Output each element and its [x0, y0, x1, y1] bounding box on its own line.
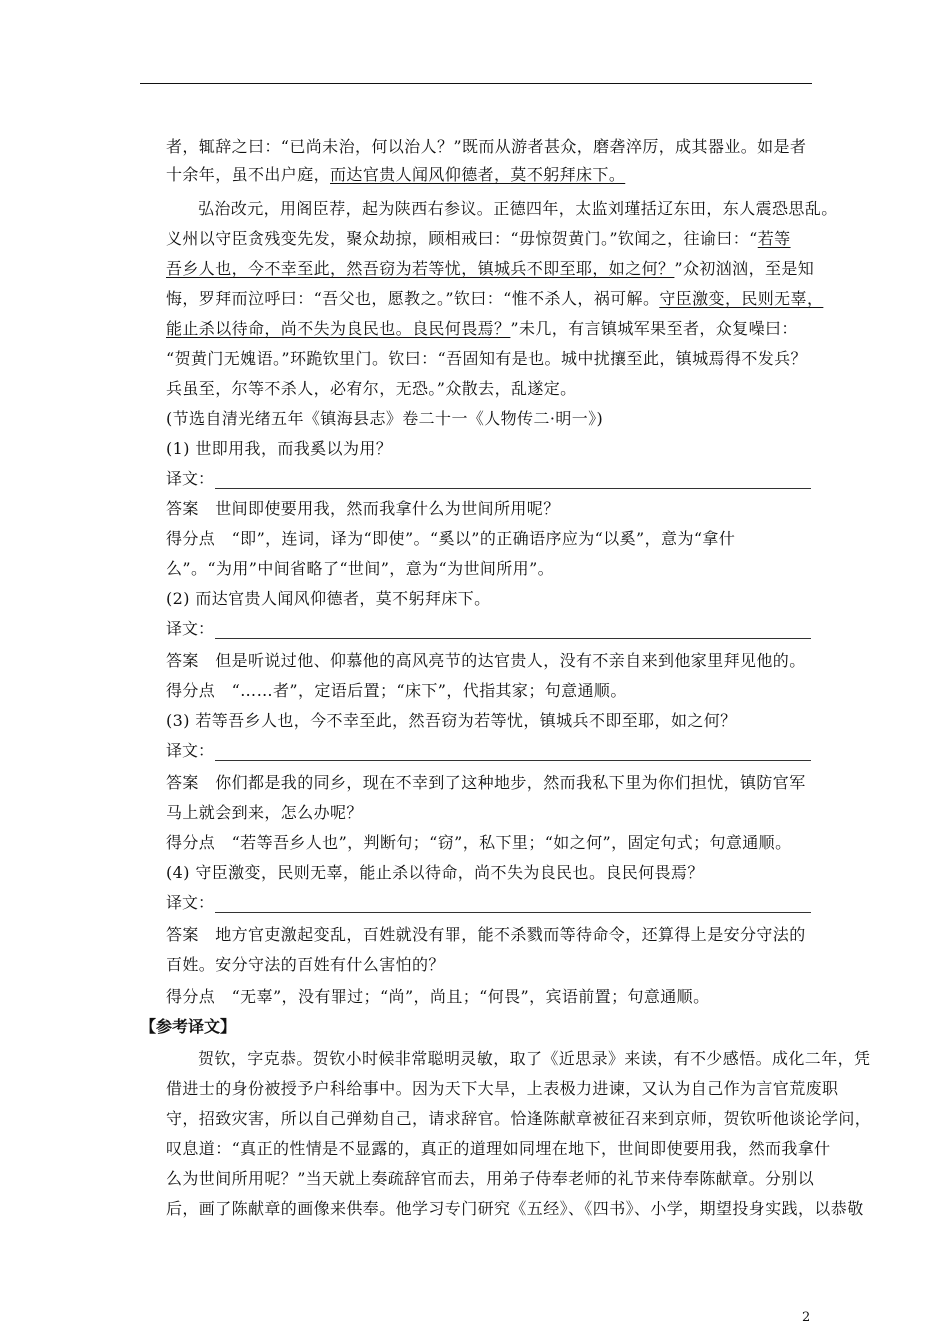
question-4: (4) 守臣激变，民则无辜，能止杀以待命，尚不失为良民也。良民何畏焉？ — [166, 863, 704, 882]
question-1: (1) 世即用我，而我奚以为用？ — [166, 439, 393, 458]
passage-line: 兵虽至，尔等不杀人，必宥尔，无恐。”众散去，乱遂定。 — [166, 379, 577, 398]
reference-line: 贺钦，字克恭。贺钦小时候非常聪明灵敏，取了《近思录》来读，有不少感悟。成化二年，凭 — [198, 1049, 871, 1068]
question-2: (2) 而达官贵人闻风仰德者，莫不躬拜床下。 — [166, 589, 491, 608]
reference-line: 后，画了陈献章的画像来供奉。他学习专门研究《五经》、《四书》、小学，期望投身实践，以恭敬 — [166, 1199, 864, 1218]
translation-label: 译文： — [166, 469, 215, 488]
scoring-point-3: 得分点 “若等吾乡人也”，判断句；“窃”，私下里；“如之何”，固定句式；句意通顺。 — [166, 833, 792, 852]
reference-line: 借进士的身份被授予户科给事中。因为天下大旱，上表极力进谏，又认为自己作为言官荒废职 — [166, 1079, 839, 1098]
reference-line: 么为世间所用呢？”当天就上奏疏辞官而去，用弟子侍奉老师的礼节来侍奉陈献章。分别以 — [166, 1169, 815, 1188]
scoring-point-1: 得分点 “即”，连词，译为“即使”。“奚以”的正确语序应为“以奚”，意为“拿什 — [166, 529, 736, 548]
answer-blank — [215, 638, 811, 639]
answer-blank — [215, 488, 811, 489]
passage-line: 悔，罗拜而泣呼曰：“吾父也，愿教之。”钦曰：“惟不杀人，祸可解。守臣激变，民则无辜， — [166, 289, 824, 308]
answer-4-cont: 百姓。安分守法的百姓有什么害怕的？ — [166, 955, 445, 974]
scoring-point-1-cont: 么”。“为用”中间省略了“世间”，意为“为世间所用”。 — [166, 559, 555, 578]
answer-1: 答案 世间即使要用我，然而我拿什么为世间所用呢？ — [166, 499, 560, 518]
translation-label: 译文： — [166, 619, 215, 638]
question-3: (3) 若等吾乡人也，今不幸至此，然吾窃为若等忧，镇城兵不即至耶，如之何？ — [166, 711, 737, 730]
translation-label: 译文： — [166, 893, 215, 912]
passage-line: 十余年，虽不出户庭，而达官贵人闻风仰德者，莫不躬拜床下。 — [166, 165, 626, 184]
passage-line: “贺黄门无媿语。”环跪钦里门。钦曰：“吾固知有是也。城中扰攘至此，镇城焉得不发兵？ — [166, 349, 807, 368]
answer-blank — [215, 760, 811, 761]
passage-line: 者，辄辞之曰：“已尚未治，何以治人？”既而从游者甚众，磨砻淬厉，成其器业。如是者 — [166, 137, 807, 156]
answer-2: 答案 但是听说过他、仰慕他的高风亮节的达官贵人，没有不亲自来到他家里拜见他的。 — [166, 651, 806, 670]
page-number: 2 — [802, 1310, 811, 1325]
passage-line: 吾乡人也，今不幸至此，然吾窃为若等忧，镇城兵不即至耶，如之何？”众初汹汹，至是知 — [166, 259, 815, 278]
scoring-point-4: 得分点 “无辜”，没有罪过；“尚”，尚且；“何畏”，宾语前置；句意通顺。 — [166, 987, 710, 1006]
answer-blank — [215, 912, 811, 913]
answer-3: 答案 你们都是我的同乡，现在不幸到了这种地步，然而我私下里为你们担忧，镇防官军 — [166, 773, 806, 792]
answer-3-cont: 马上就会到来，怎么办呢？ — [166, 803, 363, 822]
reference-heading: 【参考译文】 — [140, 1017, 237, 1036]
header-rule — [140, 83, 812, 84]
passage-line: 弘治改元，用阁臣荐，起为陕西右参议。正德四年，太监刘瑾括辽东田，东人震恐思乱。 — [198, 199, 838, 218]
reference-line: 叹息道：“真正的性情是不显露的，真正的道理如同埋在地下，世间即使要用我，然而我拿什 — [166, 1139, 831, 1158]
passage-line: 义州以守臣贪残变先发，聚众劫掠，顾相戒曰：“毋惊贺黄门。”钦闻之，往谕曰：“若等 — [166, 229, 791, 248]
passage-line: 能止杀以待命，尚不失为良民也。良民何畏焉？”未几，有言镇城军果至者，众复噪曰： — [166, 319, 798, 338]
answer-4: 答案 地方官吏激起变乱，百姓就没有罪，能不杀戮而等待命令，还算得上是安分守法的 — [166, 925, 806, 944]
reference-line: 守，招致灾害，所以自己弹劾自己，请求辞官。恰逢陈献章被征召来到京师，贺钦听他谈论学问， — [166, 1109, 872, 1128]
source-citation: (节选自清光绪五年《镇海县志》卷二十一《人物传二·明一》) — [166, 409, 604, 428]
translation-label: 译文： — [166, 741, 215, 760]
scoring-point-2: 得分点 “……者”，定语后置；“床下”，代指其家；句意通顺。 — [166, 681, 627, 700]
